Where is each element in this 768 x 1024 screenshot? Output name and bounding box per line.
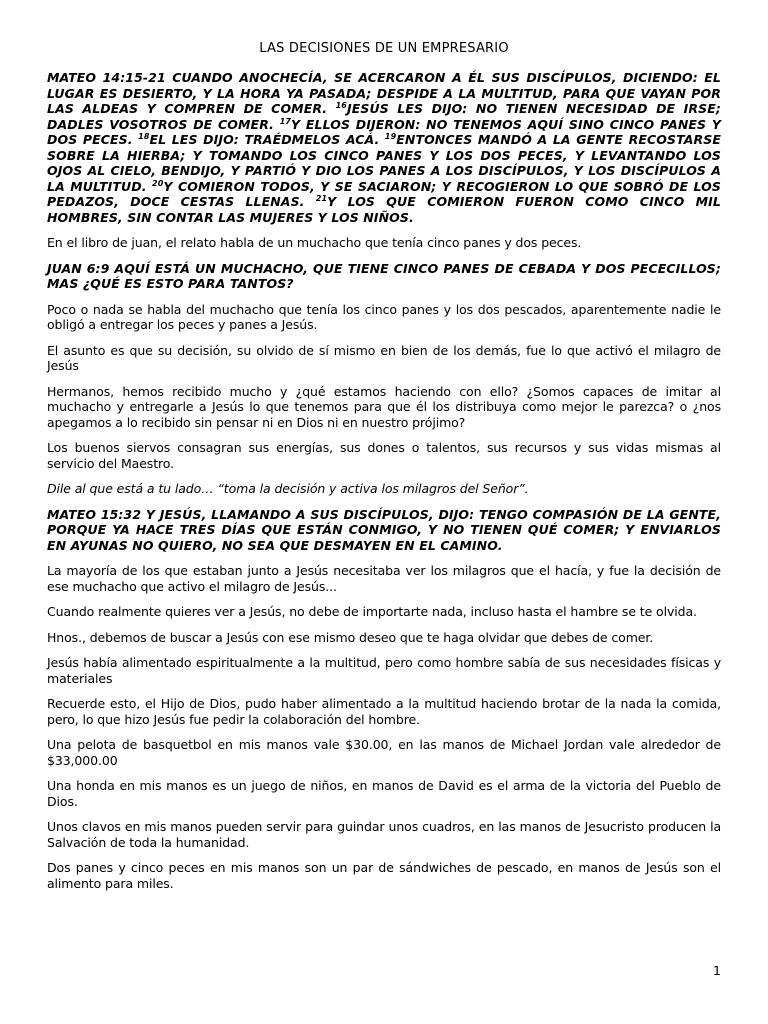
document-title: LAS DECISIONES DE UN EMPRESARIO (259, 41, 509, 56)
paragraph: Recuerde esto, el Hijo de Dios, pudo haber alimentado a la multitud haciendo brotar de la nada la comida, pero, lo que hizo Jesús fue pedir la colaboración del hombre. (47, 696, 721, 727)
paragraph: Poco o nada se habla del muchacho que tenía los cinco panes y los dos pescados, aparentemente nadie le obligó a entregar los peces y panes a Jesús. (47, 301, 721, 332)
verse-text: MATEO 14:15-21 CUANDO ANOCHECÍA, SE ACERCARON A ÉL SUS DISCÍPULOS, DICIENDO: EL LUGAR ES DESIERTO, Y LA HORA YA PASADA; DESPIDE A LA MULTITUD, PARA QUE VAYAN POR LAS ALDEAS Y COMPREN DE COMER. (47, 70, 721, 116)
verse-text: Y ELLOS DIJERON: NO TENEMOS AQUÍ SINO CINCO PANES Y DOS PECES. (47, 116, 722, 147)
paragraph: La mayoría de los que estaban junto a Jesús necesitaba ver los milagros que el hacía, y fue la decisión de ese muchacho que activo el milagro de Jesús... (47, 563, 721, 594)
paragraph: Unos clavos en mis manos pueden servir para guindar unos cuadros, en las manos de Jesucristo producen la Salvación de toda la humanidad. (47, 819, 721, 850)
verse-text: EL LES DIJO: TRAÉDMELOS ACÁ. (149, 132, 385, 147)
page-number: 1 (713, 963, 721, 978)
paragraph: Dos panes y cinco peces en mis manos son un par de sándwiches de pescado, en manos de Jesús son el alimento para miles. (47, 860, 721, 891)
paragraph: Jesús había alimentado espiritualmente a la multitud, pero como hombre sabía de sus necesidades físicas y materiales (47, 655, 721, 686)
paragraph: Hermanos, hemos recibido mucho y ¿qué estamos haciendo con ello? ¿Somos capaces de imitar al muchacho y entregarle a Jesús lo que tenemos para que él los distribuya como mejor le parezca? o ¿nos apegamos a lo recibido sin pensar ni en Dios ni en nuestro prójimo? (47, 383, 721, 430)
verse-number: 21 (315, 193, 328, 203)
paragraph: En el libro de juan, el relato habla de un muchacho que tenía cinco panes y dos peces. (47, 235, 582, 250)
paragraph: El asunto es que su decisión, su olvido de sí mismo en bien de los demás, fue lo que activó el milagro de Jesús (47, 342, 721, 373)
scripture-mateo-14 (47, 70, 721, 225)
verse-number: 16 (335, 100, 347, 110)
paragraph: Los buenos siervos consagran sus energías, sus dones o talentos, sus recursos y sus vidas mismas al servicio del Maestro. (47, 440, 721, 471)
verse-text: ENTONCES MANDÓ A LA GENTE RECOSTARSE SOBRE LA HIERBA; Y TOMANDO LOS CINCO PANES Y LOS DOS PECES, Y LEVANTANDO LOS OJOS AL CIELO, BENDIJO, Y PARTIÓ Y DIO LOS PANES A LOS DISCÍPULOS, Y LOS DISCÍPULOS A LA MULTITUD. (47, 132, 721, 194)
scripture-mateo-15: MATEO 15:32 Y JESÚS, LLAMANDO A SUS DISCÍPULOS, DIJO: TENGO COMPASIÓN DE LA GENTE, PORQUE YA HACE TRES DÍAS QUE ESTÁN CONMIGO, Y NO TIENEN QUÉ COMER; Y ENVIARLOS EN AYUNAS NO QUIERO, NO SEA QUE DESMAYEN EN EL CAMINO. (47, 506, 721, 553)
scripture-juan-6: JUAN 6:9 AQUÍ ESTÁ UN MUCHACHO, QUE TIENE CINCO PANES DE CEBADA Y DOS PECECILLOS; MAS ¿QUÉ ES ESTO PARA TANTOS? (47, 260, 721, 291)
verse-text: Y COMIERON TODOS, Y SE SACIARON; Y RECOGIERON LO QUE SOBRÓ DE LOS PEDAZOS, DOCE CESTAS LLENAS. (47, 178, 722, 209)
verse-number: 20 (152, 178, 164, 188)
verse-number: 18 (138, 131, 150, 141)
paragraph-italic: Dile al que está a tu lado… “toma la decisión y activa los milagros del Señor”. (47, 481, 529, 496)
paragraph: Hnos., debemos de buscar a Jesús con ese mismo deseo que te haga olvidar que debes de comer. (47, 629, 654, 645)
paragraph: Una pelota de basquetbol en mis manos vale $30.00, en las manos de Michael Jordan vale alrededor de $33,000.00 (47, 737, 721, 768)
paragraph: Cuando realmente quieres ver a Jesús, no debe de importarte nada, incluso hasta el hambre se te olvida. (47, 604, 697, 619)
verse-text: Y LOS QUE COMIERON FUERON COMO CINCO MIL HOMBRES, SIN CONTAR LAS MUJERES Y LOS NIÑOS. (47, 194, 721, 225)
verse-number: 19 (384, 131, 397, 141)
paragraph: Una honda en mis manos es un juego de niños, en manos de David es el arma de la victoria del Pueblo de Dios. (47, 778, 721, 809)
verse-text: JESÚS LES DIJO: NO TIENEN NECESIDAD DE IRSE; DADLES VOSOTROS DE COMER. (47, 101, 721, 132)
verse-number: 17 (279, 116, 292, 126)
